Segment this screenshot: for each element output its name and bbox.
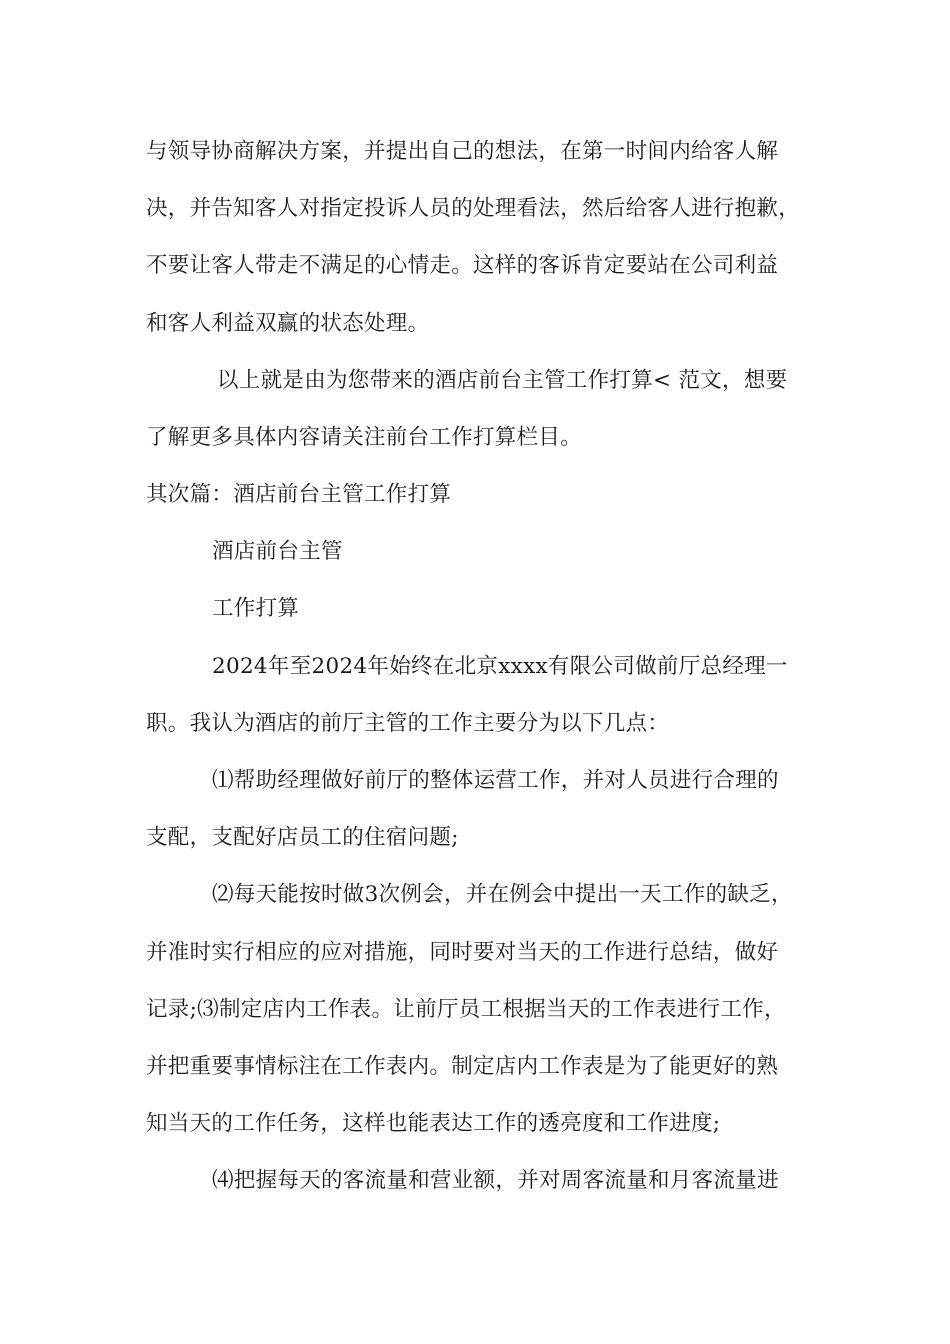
paragraph-line: 记录;⑶制定店内工作表。让前厅员工根据当天的工作表进行工作， [146,997,786,1022]
paragraph-line: 了解更多具体内容请关注前台工作打算栏目。 [146,425,583,450]
section-heading: 其次篇：酒店前台主管工作打算 [146,482,452,507]
list-item: ⑴帮助经理做好前厅的整体运营工作，并对人员进行合理的 [212,768,779,793]
paragraph-line: 决，并告知客人对指定投诉人员的处理看法，然后给客人进行抱歉， [146,196,801,221]
paragraph-line: 2024年至2024年始终在北京xxxx有限公司做前厅总经理一 [212,654,788,679]
doc-subtitle: 工作打算 [212,596,300,621]
list-item: ⑷把握每天的客流量和营业额，并对周客流量和月客流量进 [212,1168,779,1193]
paragraph-line: 并把重要事情标注在工作表内。制定店内工作表是为了能更好的熟 [146,1054,779,1079]
paragraph-line: 并准时实行相应的应对措施，同时要对当天的工作进行总结，做好 [146,940,779,965]
list-item: ⑵每天能按时做3次例会，并在例会中提出一天工作的缺乏， [212,882,793,907]
paragraph-line: 和客人利益双赢的状态处理。 [146,311,430,336]
paragraph-line: 支配，支配好店员工的住宿问题; [146,825,459,850]
paragraph-line: 知当天的工作任务，这样也能表达工作的透亮度和工作进度; [146,1111,721,1136]
doc-title: 酒店前台主管 [212,539,343,564]
paragraph-line: 不要让客人带走不满足的心情走。这样的客诉肯定要站在公司利益 [146,253,779,278]
paragraph-line: 职。我认为酒店的前厅主管的工作主要分为以下几点： [146,711,670,736]
paragraph-line: 与领导协商解决方案，并提出自己的想法，在第一时间内给客人解 [146,139,779,164]
paragraph-line: 以上就是由为您带来的酒店前台主管工作打算< 范文，想要 [217,368,788,393]
